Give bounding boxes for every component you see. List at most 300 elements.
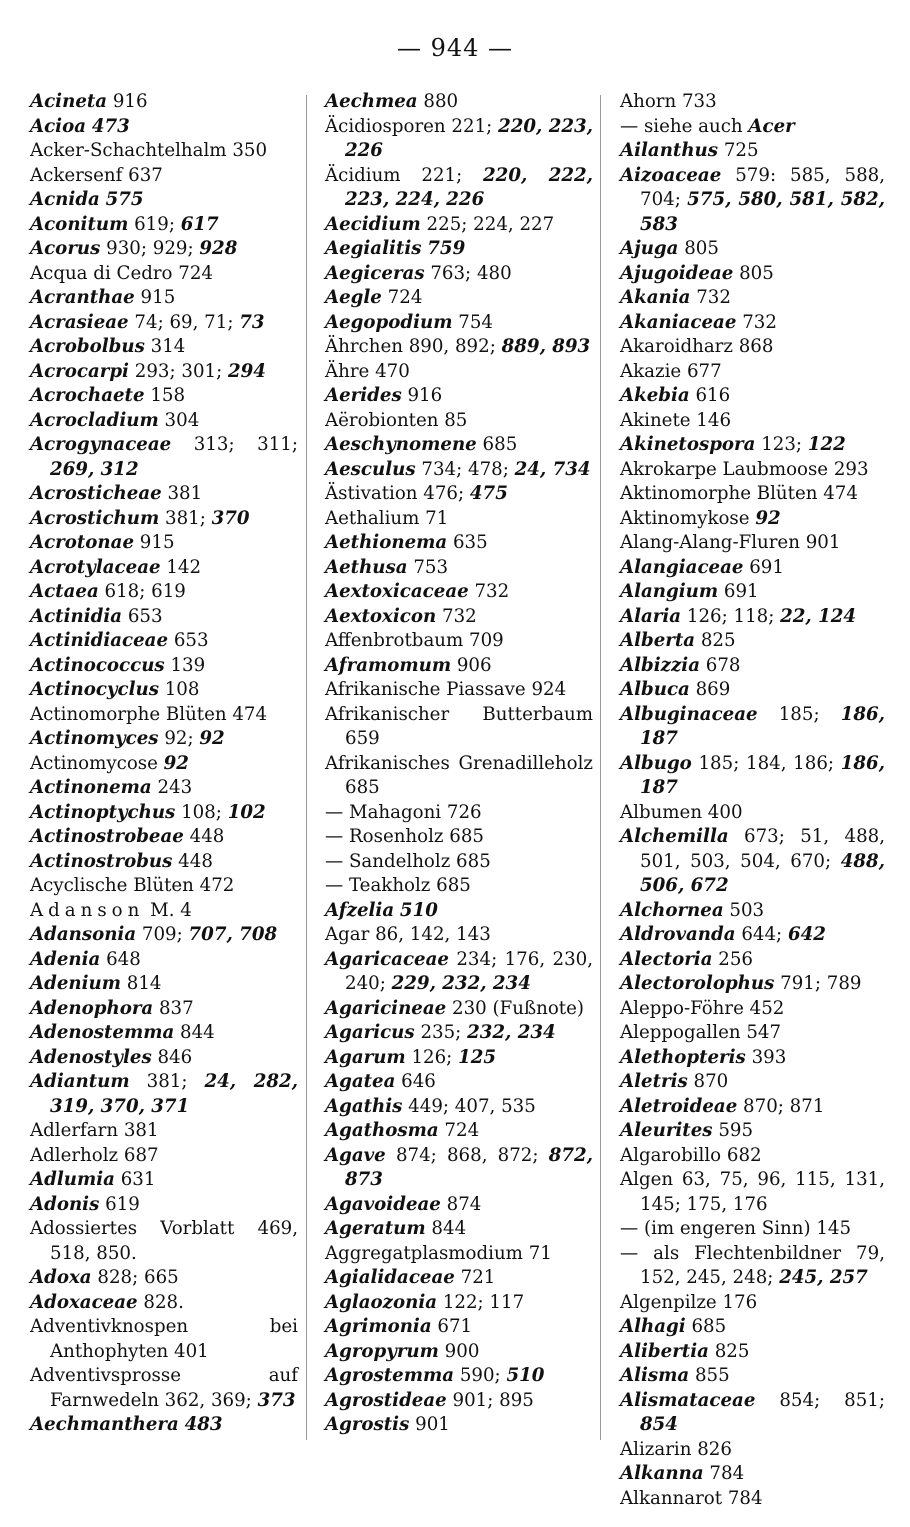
entry-text: Alibertia (620, 1340, 709, 1362)
index-entry (30, 948, 298, 973)
index-entry (620, 1438, 885, 1463)
index-entry (325, 384, 593, 409)
index-entry (325, 703, 593, 752)
index-entry (325, 948, 593, 997)
entry-text: Äcidium 221; (325, 164, 484, 186)
entry-text: Agatea (325, 1071, 396, 1092)
entry-text: Aegle (325, 287, 382, 308)
index-entry (325, 262, 593, 287)
entry-text: Agialidaceae (325, 1267, 455, 1288)
index-entry (325, 899, 593, 924)
index-entry (30, 776, 298, 801)
index-entry (620, 1046, 885, 1071)
entry-text: 314 (144, 336, 186, 357)
entry-text: 92 (199, 728, 225, 749)
entry-text: 734; 478; (415, 458, 515, 480)
entry-text: 185; 184, 186; (691, 752, 841, 774)
entry-text: 732 (436, 605, 477, 627)
index-entry (325, 213, 593, 238)
entry-text: 617 (180, 213, 219, 235)
entry-text: 709; (136, 924, 189, 945)
entry-text: 304 (158, 409, 200, 431)
entry-text: 590; (454, 1365, 507, 1386)
entry-text: Ährchen 890, 892; (325, 336, 502, 357)
entry-text: 759 (427, 238, 466, 259)
entry-text: 870 (687, 1071, 729, 1092)
entry-text: 24, 734 (514, 458, 591, 480)
entry-text: 245, 257 (779, 1267, 868, 1288)
entry-text: 915 (134, 287, 176, 308)
index-entry (620, 262, 885, 287)
entry-text: Aktinomykose (620, 507, 756, 529)
entry-text: Alethopteris (620, 1046, 746, 1068)
entry-text: 732 (736, 311, 777, 333)
entry-text: Alang-Alang-Fluren 901 (620, 532, 841, 553)
entry-text: 22, 124 (780, 605, 857, 627)
entry-text: Actaea (30, 581, 99, 602)
entry-text: 900 (438, 1340, 480, 1362)
entry-text: Adlerholz 687 (30, 1144, 159, 1166)
index-entry (620, 1242, 885, 1291)
entry-text: Agave (325, 1144, 386, 1166)
index-entry (620, 1462, 885, 1487)
entry-text: 158 (144, 385, 186, 406)
entry-text: 229, 232, 234 (391, 973, 531, 994)
entry-text: Alisma (620, 1365, 690, 1386)
entry-text: 874; 868, 872; (385, 1144, 549, 1166)
entry-text: Alhagi (620, 1316, 686, 1337)
entry-text: 256 (712, 948, 753, 970)
index-entry (325, 360, 593, 385)
entry-text: Aglaozonia (325, 1291, 438, 1313)
entry-text: Acrochaete (30, 385, 145, 406)
entry-text: Actinonema (30, 777, 152, 798)
index-entry (325, 1217, 593, 1242)
entry-text: 844 (425, 1218, 467, 1239)
entry-text: 293; 301; (128, 360, 228, 382)
entry-text: Aeschynomene (325, 434, 477, 455)
entry-text: 125 (458, 1046, 497, 1068)
entry-text: — Mahagoni 726 (325, 801, 482, 823)
entry-text: Akazie 677 (620, 360, 722, 382)
entry-text: Actinostrobus (30, 850, 173, 872)
index-column-3 (620, 90, 885, 1511)
index-entry (30, 923, 298, 948)
entry-text: Agrimonia (325, 1316, 432, 1337)
entry-text: Alectoria (620, 948, 713, 970)
entry-text: 854 (640, 1414, 678, 1435)
entry-text: Aegialitis (325, 238, 422, 259)
entry-text: Akaroidharz 868 (620, 336, 774, 357)
index-entry (620, 360, 885, 385)
entry-text: Alberta (620, 630, 696, 651)
entry-text: Aethionema (325, 532, 448, 553)
entry-text: Adossiertes Vorblatt 469, 518, 850. (30, 1218, 298, 1264)
entry-text: Aechmanthera (30, 1414, 179, 1435)
entry-text: 872, 873 (345, 1144, 593, 1190)
index-entry (620, 703, 885, 752)
index-entry (30, 1193, 298, 1218)
index-entry (30, 213, 298, 238)
entry-text: 220, 223, 226 (345, 115, 593, 161)
index-entry (620, 556, 885, 581)
entry-text: 901; 895 (446, 1389, 534, 1411)
entry-text: Adventivknospen bei Anthophyten 401 (30, 1316, 298, 1362)
index-entry (30, 605, 298, 630)
index-entry (30, 311, 298, 336)
index-entry (30, 556, 298, 581)
index-entry (620, 1487, 885, 1512)
entry-text: Aegiceras (325, 262, 425, 284)
entry-text: Acrasieae (30, 311, 129, 333)
index-entry (30, 531, 298, 556)
column-divider (306, 95, 307, 1440)
entry-text: Acrobolbus (30, 336, 145, 357)
entry-text: 825 (695, 630, 736, 651)
entry-text: Aletris (620, 1071, 688, 1092)
entry-text: 915 (134, 532, 175, 553)
entry-text: 732 (690, 287, 731, 308)
entry-text: Acker-Schachtelhalm 350 (30, 140, 268, 161)
entry-text: Acrotylaceae (30, 556, 161, 578)
index-entry (325, 629, 593, 654)
entry-text: Agaricus (325, 1022, 415, 1043)
index-entry (30, 1217, 298, 1266)
index-entry (30, 580, 298, 605)
entry-text: 185; (757, 703, 841, 725)
entry-text: Ageratum (325, 1218, 426, 1239)
index-entry (325, 1144, 593, 1193)
entry-text: Aldrovanda (620, 924, 736, 945)
entry-text: Acineta (30, 91, 108, 112)
index-entry (325, 1095, 593, 1120)
entry-text: 844 (174, 1022, 215, 1043)
entry-text: 646 (395, 1071, 436, 1092)
entry-text: Äcidiosporen 221; (325, 115, 499, 137)
index-entry (620, 752, 885, 801)
entry-text: Aesculus (325, 458, 416, 480)
index-entry (30, 237, 298, 262)
entry-text: 186, 187 (640, 703, 885, 749)
entry-text: 108 (158, 679, 200, 700)
entry-text: 763; 480 (424, 262, 512, 284)
entry-text: Aktinomorphe Blüten 474 (620, 483, 858, 504)
entry-text: — Sandelholz 685 (325, 850, 491, 872)
entry-text: 724 (381, 287, 423, 308)
entry-text: 122; 117 (437, 1291, 525, 1313)
entry-text: Actinidiaceae (30, 630, 169, 651)
index-entry (620, 1021, 885, 1046)
index-entry (30, 1070, 298, 1119)
entry-text: Alismataceae (620, 1389, 756, 1411)
entry-text: Acer (748, 115, 795, 137)
entry-text: Agarum (325, 1046, 406, 1068)
index-entry (325, 1070, 593, 1095)
index-entry (620, 1095, 885, 1120)
index-entry (30, 1144, 298, 1169)
index-entry (325, 1266, 593, 1291)
index-entry (325, 1046, 593, 1071)
entry-text: 108; (175, 801, 228, 823)
entry-text: 618; 619 (98, 581, 186, 602)
entry-text: Aethusa (325, 556, 408, 578)
entry-text: — (im engeren Sinn) 145 (620, 1218, 852, 1239)
entry-text: Ähre 470 (325, 360, 410, 382)
entry-text: Agathosma (325, 1120, 439, 1141)
entry-text: Agar 86, 142, 143 (325, 924, 491, 945)
entry-text: 230 (Fußnote) (446, 997, 584, 1019)
entry-text: Alkannarot 784 (620, 1487, 763, 1509)
index-entry (620, 482, 885, 507)
index-entry (30, 482, 298, 507)
entry-text: 381 (161, 483, 203, 504)
entry-text: 126; (405, 1046, 459, 1068)
index-entry (325, 1193, 593, 1218)
index-entry (325, 1389, 593, 1414)
index-entry (325, 311, 593, 336)
entry-text: Aegopodium (325, 311, 453, 333)
index-entry (620, 654, 885, 679)
entry-text: Actinococcus (30, 654, 165, 676)
page-number: — 944 — (396, 34, 514, 62)
entry-text: 92 (163, 752, 189, 774)
entry-text: Affenbrotbaum 709 (325, 630, 504, 651)
entry-text: 475 (469, 483, 508, 504)
index-entry (620, 972, 885, 997)
index-entry (30, 115, 298, 140)
index-entry (620, 164, 885, 238)
entry-text: Alaria (620, 605, 682, 627)
index-entry (325, 433, 593, 458)
entry-text: 825 (708, 1340, 750, 1362)
entry-text: 644; (735, 924, 788, 945)
entry-text: 791; 789 (774, 973, 862, 994)
index-entry (325, 164, 593, 213)
entry-text: — siehe auch (620, 115, 749, 137)
entry-text: 575 (105, 189, 144, 210)
entry-text: Agaricaceae (325, 948, 449, 970)
entry-text: Alchemilla (620, 826, 729, 847)
index-entry (30, 703, 298, 728)
entry-text: Adansonia (30, 924, 137, 945)
entry-text: Acioa (30, 115, 87, 137)
entry-text: Adonis (30, 1193, 100, 1215)
entry-text: 805 (678, 238, 719, 259)
index-entry (325, 997, 593, 1022)
entry-text: Aletroideae (620, 1095, 738, 1117)
index-entry (620, 1389, 885, 1438)
index-entry (620, 1144, 885, 1169)
index-entry (325, 482, 593, 507)
index-entry (620, 1168, 885, 1217)
entry-text: Adenostemma (30, 1022, 175, 1043)
entry-text: Agaricineae (325, 997, 447, 1019)
entry-text: 381; (129, 1071, 205, 1092)
index-entry (30, 433, 298, 482)
entry-text: 483 (184, 1414, 223, 1435)
entry-text: Albumen 400 (620, 801, 743, 823)
entry-text: 92; (158, 728, 200, 749)
index-entry (620, 115, 885, 140)
entry-text: 828. (137, 1291, 184, 1313)
entry-text: 673; 51, 488, 501, 503, 504, 670; (640, 826, 885, 872)
entry-text: 73 (239, 311, 265, 333)
entry-text: 906 (451, 654, 492, 676)
index-entry (325, 874, 593, 899)
entry-text: Albizzia (620, 654, 700, 676)
index-entry (325, 237, 593, 262)
entry-text: 243 (151, 777, 193, 798)
entry-text: 928 (199, 238, 238, 259)
entry-text: Acranthae (30, 287, 135, 308)
entry-text: 685 (476, 434, 518, 455)
entry-text: 691 (718, 581, 759, 602)
entry-text: Adenophora (30, 997, 154, 1019)
index-entry (30, 874, 298, 899)
entry-text: 373 (257, 1389, 296, 1411)
index-entry (325, 923, 593, 948)
index-entry (325, 580, 593, 605)
index-entry (620, 899, 885, 924)
index-entry (620, 384, 885, 409)
index-entry (30, 286, 298, 311)
entry-text: Aconitum (30, 213, 129, 235)
entry-text: Acrotonae (30, 532, 135, 553)
entry-text: 880 (417, 91, 459, 112)
index-entry (620, 1070, 885, 1095)
index-entry (620, 507, 885, 532)
entry-text: 449; 407, 535 (402, 1095, 536, 1117)
index-column-1 (30, 90, 298, 1438)
entry-text: Acrogynaceae (30, 434, 172, 455)
entry-text: 805 (733, 262, 774, 284)
entry-text: Acrostichum (30, 507, 160, 529)
entry-text: 232, 234 (467, 1022, 556, 1043)
index-entry (620, 286, 885, 311)
entry-text: 220, 222, 223, 224, 226 (345, 164, 593, 210)
entry-text: Agrostideae (325, 1389, 447, 1411)
entry-text: 648 (100, 948, 141, 970)
index-entry (30, 1291, 298, 1316)
entry-text: 901 (409, 1414, 450, 1435)
entry-text: 126; 118; (681, 605, 781, 627)
entry-text: Alkanna (620, 1463, 704, 1484)
index-entry (30, 1168, 298, 1193)
entry-text: Aechmea (325, 91, 418, 112)
entry-text: Alangium (620, 581, 719, 602)
entry-text: Albuca (620, 679, 690, 700)
entry-text: Aecidium (325, 213, 421, 235)
index-entry (325, 654, 593, 679)
entry-text: 142 (160, 556, 202, 578)
entry-text: Adenostyles (30, 1046, 152, 1068)
entry-text: Acrosticheae (30, 483, 162, 504)
entry-text: 732 (468, 581, 510, 602)
entry-text: Acqua di Cedro 724 (30, 262, 214, 284)
index-entry (325, 531, 593, 556)
entry-text: 370 (211, 507, 250, 529)
index-entry (620, 409, 885, 434)
entry-text: Alangiaceae (620, 556, 744, 578)
entry-text: Adiantum (30, 1071, 130, 1092)
index-entry (30, 654, 298, 679)
entry-text: 123; (755, 434, 808, 455)
index-entry (325, 507, 593, 532)
index-entry (30, 801, 298, 826)
entry-text: 855 (689, 1365, 730, 1386)
entry-text: Agavoideae (325, 1193, 441, 1215)
index-entry (620, 311, 885, 336)
index-entry (325, 801, 593, 826)
entry-text: 575, 580, 581, 582, 583 (640, 189, 885, 235)
entry-text: Actinidia (30, 605, 123, 627)
entry-text: 678 (700, 654, 741, 676)
entry-text: 685 (685, 1316, 727, 1337)
entry-text: Afrikanisches Grenadilleholz 685 (325, 752, 593, 798)
index-entry (325, 752, 593, 801)
index-entry (30, 507, 298, 532)
entry-text: Akebia (620, 385, 690, 406)
entry-text: Afrikanische Piassave 924 (325, 679, 567, 700)
entry-text: Aleppo-Föhre 452 (620, 997, 785, 1019)
index-entry (30, 262, 298, 287)
entry-text: 691 (743, 556, 784, 578)
entry-text: Alectorolophus (620, 973, 775, 994)
entry-text: Actinostrobeae (30, 826, 184, 847)
index-column-2 (325, 90, 593, 1438)
index-entry (620, 237, 885, 262)
index-entry (30, 972, 298, 997)
entry-text: 784 (703, 1463, 745, 1484)
entry-text: 671 (431, 1316, 473, 1337)
column-divider (600, 95, 601, 1440)
index-entry (30, 1119, 298, 1144)
entry-text: Aextoxicaceae (325, 581, 469, 602)
entry-text: Alchornea (620, 899, 724, 921)
entry-text: Adlumia (30, 1169, 115, 1190)
entry-text: 916 (401, 385, 443, 406)
entry-text: 619; (128, 213, 181, 235)
index-entry (30, 384, 298, 409)
entry-text: Acyclische Blüten 472 (30, 875, 235, 896)
entry-text: 837 (153, 997, 194, 1019)
entry-text: 846 (151, 1046, 193, 1068)
entry-text: Actinoptychus (30, 801, 176, 823)
entry-text: Algarobillo 682 (620, 1144, 762, 1166)
entry-text: Akania (620, 287, 691, 308)
entry-text: 510 (506, 1365, 545, 1386)
entry-text: Ahorn 733 (620, 91, 717, 112)
index-entry (325, 335, 593, 360)
entry-text: Akaniaceae (620, 311, 737, 333)
index-entry (30, 1021, 298, 1046)
entry-text: 503 (723, 899, 765, 921)
index-entry (620, 1315, 885, 1340)
index-entry (620, 605, 885, 630)
entry-text: — Rosenholz 685 (325, 826, 484, 847)
entry-text: 930; 929; (100, 238, 200, 259)
entry-text: 653 (168, 630, 209, 651)
entry-text: Aleppogallen 547 (620, 1022, 782, 1043)
index-entry (325, 1242, 593, 1267)
entry-text: Actinomorphe Blüten 474 (30, 703, 268, 725)
entry-text: Akinete 146 (620, 409, 732, 431)
entry-text: 721 (454, 1267, 496, 1288)
index-entry (30, 335, 298, 360)
index-entry (30, 678, 298, 703)
index-entry (30, 752, 298, 777)
index-entry (620, 139, 885, 164)
